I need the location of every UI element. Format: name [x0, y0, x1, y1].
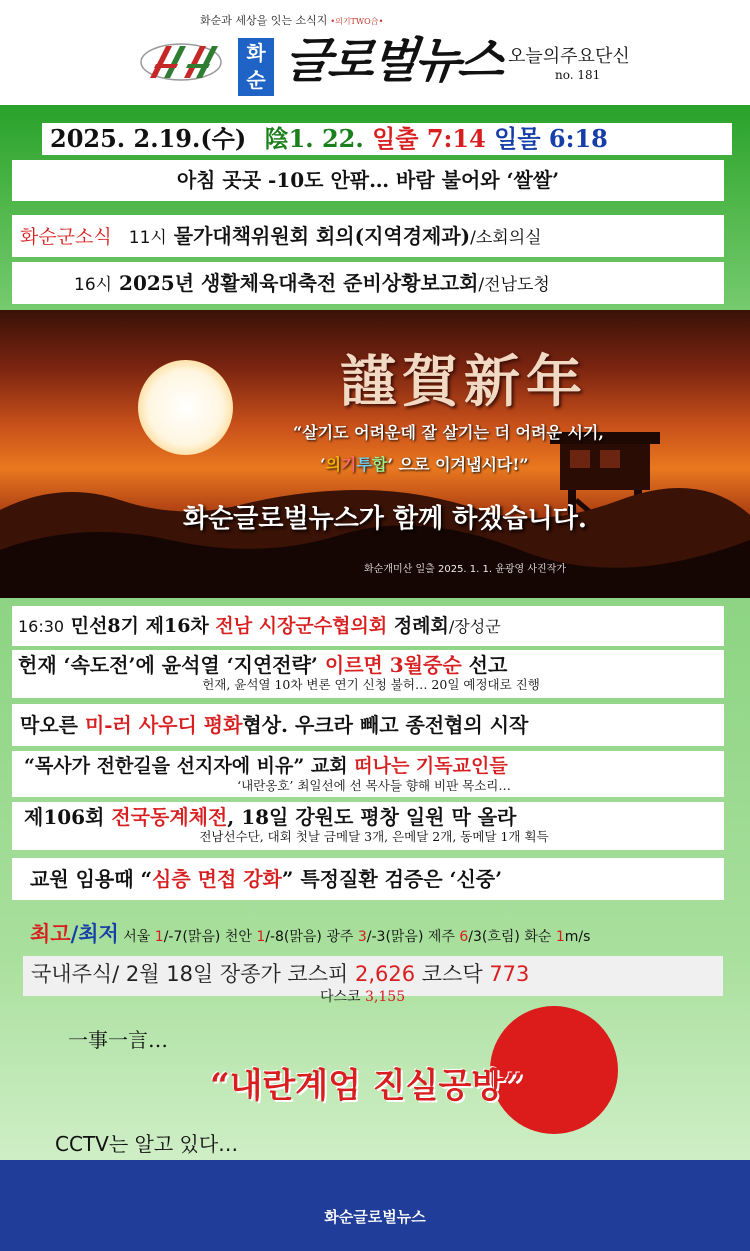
logo-hwasun-box: 화 순: [238, 38, 274, 96]
news-6-highlight: 심층 면접 강화: [152, 867, 282, 891]
temp-rest-seoul: /-7(맑음): [163, 929, 225, 945]
news-4-highlight: 떠나는 기독교인들: [354, 755, 508, 777]
news-2-text: 헌재 ‘속도전’에 윤석열 ‘지연전략’: [18, 653, 325, 677]
news-item-4: [12, 751, 724, 797]
lunar-date: 陰1. 22.: [264, 124, 364, 153]
temp-hi-jeju: 6: [459, 929, 469, 945]
sunset: 일몰 6:18: [494, 124, 608, 153]
county-news-text-1: 물가대책위원회 회의(지역경제과): [173, 224, 471, 248]
tagline-small: •의기TWO合•: [330, 17, 384, 26]
banner-quote-line-2: ‘의기투합’ 으로 이겨냅시다!”: [320, 455, 529, 474]
kospi-value: 2,626: [354, 962, 416, 986]
news-6-text: 교원 임용때 “: [30, 867, 153, 891]
temp-city-hwasun: 화순: [524, 929, 556, 945]
news-1-text-end: 정례회: [387, 615, 449, 637]
temp-hi-seoul: 1: [154, 929, 164, 945]
ilsa-ileon-label: 一事一言…: [68, 1028, 168, 1052]
news-3-text: 막오른: [20, 713, 85, 737]
temp-label-low: 최저: [78, 921, 119, 946]
news-item-5: [12, 802, 724, 850]
county-news-place-1: /소회의실: [470, 228, 542, 248]
footer-brand: 화순글로벌뉴스: [324, 1208, 426, 1226]
banner-quote-line-1: “살기도 어려운데 잘 살기는 더 어려운 시기,: [293, 423, 604, 442]
county-news-row-1: [12, 215, 724, 257]
news-4-subtitle: ‘내란옹호’ 최일선에 선 목사들 향해 비판 목소리…: [237, 778, 511, 793]
date: 2025. 2.19.(수): [50, 124, 247, 153]
kosdaq-label: 코스닥: [415, 962, 490, 986]
news-1-place: /장성군: [448, 617, 501, 636]
tagline: 화순과 세상을 잇는 소식지 •의기TWO合•: [200, 14, 384, 27]
news-item-3: [12, 704, 724, 746]
county-news-time-2: 16시: [74, 275, 113, 295]
brief-title: 오늘의주요단신: [508, 46, 630, 67]
temp-rest-hwasun: m/s: [564, 929, 591, 945]
news-item-1: [12, 606, 724, 646]
temp-rest-jeju: /3(흐림): [468, 929, 525, 945]
editorial-text: CCTV는 알고 있다…: [55, 1132, 239, 1156]
news-5-text-end: , 18일 강원도 평창 일원 막 올라: [227, 805, 517, 829]
news-1-time: 16:30: [18, 617, 65, 636]
news-item-2: [12, 650, 724, 698]
news-2-subtitle: 헌재, 윤석열 10차 변론 연기 신청 불허… 20일 예정대로 진행: [202, 677, 540, 692]
temp-hi-cheonan: 1: [256, 929, 266, 945]
news-3-text-end: 협상. 우크라 빼고 종전협의 시작: [242, 713, 529, 737]
county-news-time-1: 11시: [128, 228, 167, 248]
temp-hi-hwasun: 1: [555, 929, 565, 945]
news-1-highlight: 전남 시장군수협의회: [215, 615, 388, 637]
county-news-place-2: /전남도청: [478, 275, 550, 295]
weather-headline: 아침 곳곳 -10도 안팎… 바람 불어와 ‘쌀쌀’: [12, 160, 724, 201]
dasko-label: 다스코: [320, 989, 366, 1005]
dasko-value: 3,155: [365, 989, 406, 1005]
county-news-label: 화순군소식: [20, 226, 112, 248]
news-3-highlight: 미-러 사우디 평화: [84, 713, 243, 737]
new-year-hanja: 謹賀新年: [340, 349, 588, 415]
banner-together-text: 화순글로벌뉴스가 함께 하겠습니다.: [183, 504, 587, 534]
dateline: [42, 123, 732, 155]
temp-city-jeju: 제주: [427, 929, 460, 945]
dasko-line: [320, 986, 405, 1006]
news-5-text: 제106회: [24, 805, 112, 829]
quote-char-hap: 합: [371, 455, 388, 474]
editorial-quote: “내란계엄 진실공방”: [210, 1066, 524, 1106]
quote-char-ui: 의: [325, 455, 342, 474]
temp-hi-gwangju: 3: [357, 929, 367, 945]
news-2-highlight: 이르면 3월중순: [324, 653, 462, 677]
kosdaq-value: 773: [489, 962, 530, 986]
temp-city-cheonan: 천안: [224, 929, 257, 945]
sun-image: [138, 360, 233, 455]
news-item-6: [12, 858, 724, 900]
temp-rest-cheonan: /-8(맑음): [265, 929, 327, 945]
news-2-text-end: 선고: [461, 653, 508, 677]
temp-city-gwangju: 광주: [326, 929, 358, 945]
logo-global-news: 글로벌뉴스: [281, 33, 505, 89]
sunrise: 일출 7:14: [372, 124, 486, 153]
news-5-subtitle: 전남선수단, 대회 첫날 금메달 3개, 은메달 2개, 동메달 1개 획득: [199, 829, 549, 844]
county-news-row-2: [12, 262, 724, 304]
temp-rest-gwangju: /-3(맑음): [366, 929, 428, 945]
issue-number: no. 181: [555, 68, 601, 82]
temp-label-sep: /: [70, 921, 79, 946]
masthead: [0, 0, 750, 105]
news-1-text: 민선8기 제16차: [64, 615, 216, 637]
hh-logo-icon: [138, 40, 224, 84]
stock-label: 국내주식/ 2월 18일 장종가 코스피: [31, 962, 355, 986]
county-news-text-2: 2025년 생활체육대축전 준비상황보고회: [119, 271, 479, 295]
temperature-line: [30, 918, 590, 948]
news-6-text-end: ” 특정질환 검증은 ‘신중’: [281, 867, 503, 891]
photo-credit: 화순개미산 일출 2025. 1. 1. 윤광영 사진작가: [364, 564, 567, 575]
temperature-label: [30, 921, 119, 946]
news-4-text: “목사가 전한길을 선지자에 비유” 교회: [24, 755, 355, 777]
quote-char-gi: 기: [341, 455, 357, 474]
temp-city-seoul: 서울: [123, 929, 155, 945]
news-5-highlight: 전국동계체전: [111, 805, 228, 829]
quote-char-tu: 투: [356, 455, 372, 474]
banner-quote-line-2-text: ’ 으로 이겨냅시다!”: [387, 455, 529, 474]
temp-label-high: 최고: [30, 921, 71, 946]
